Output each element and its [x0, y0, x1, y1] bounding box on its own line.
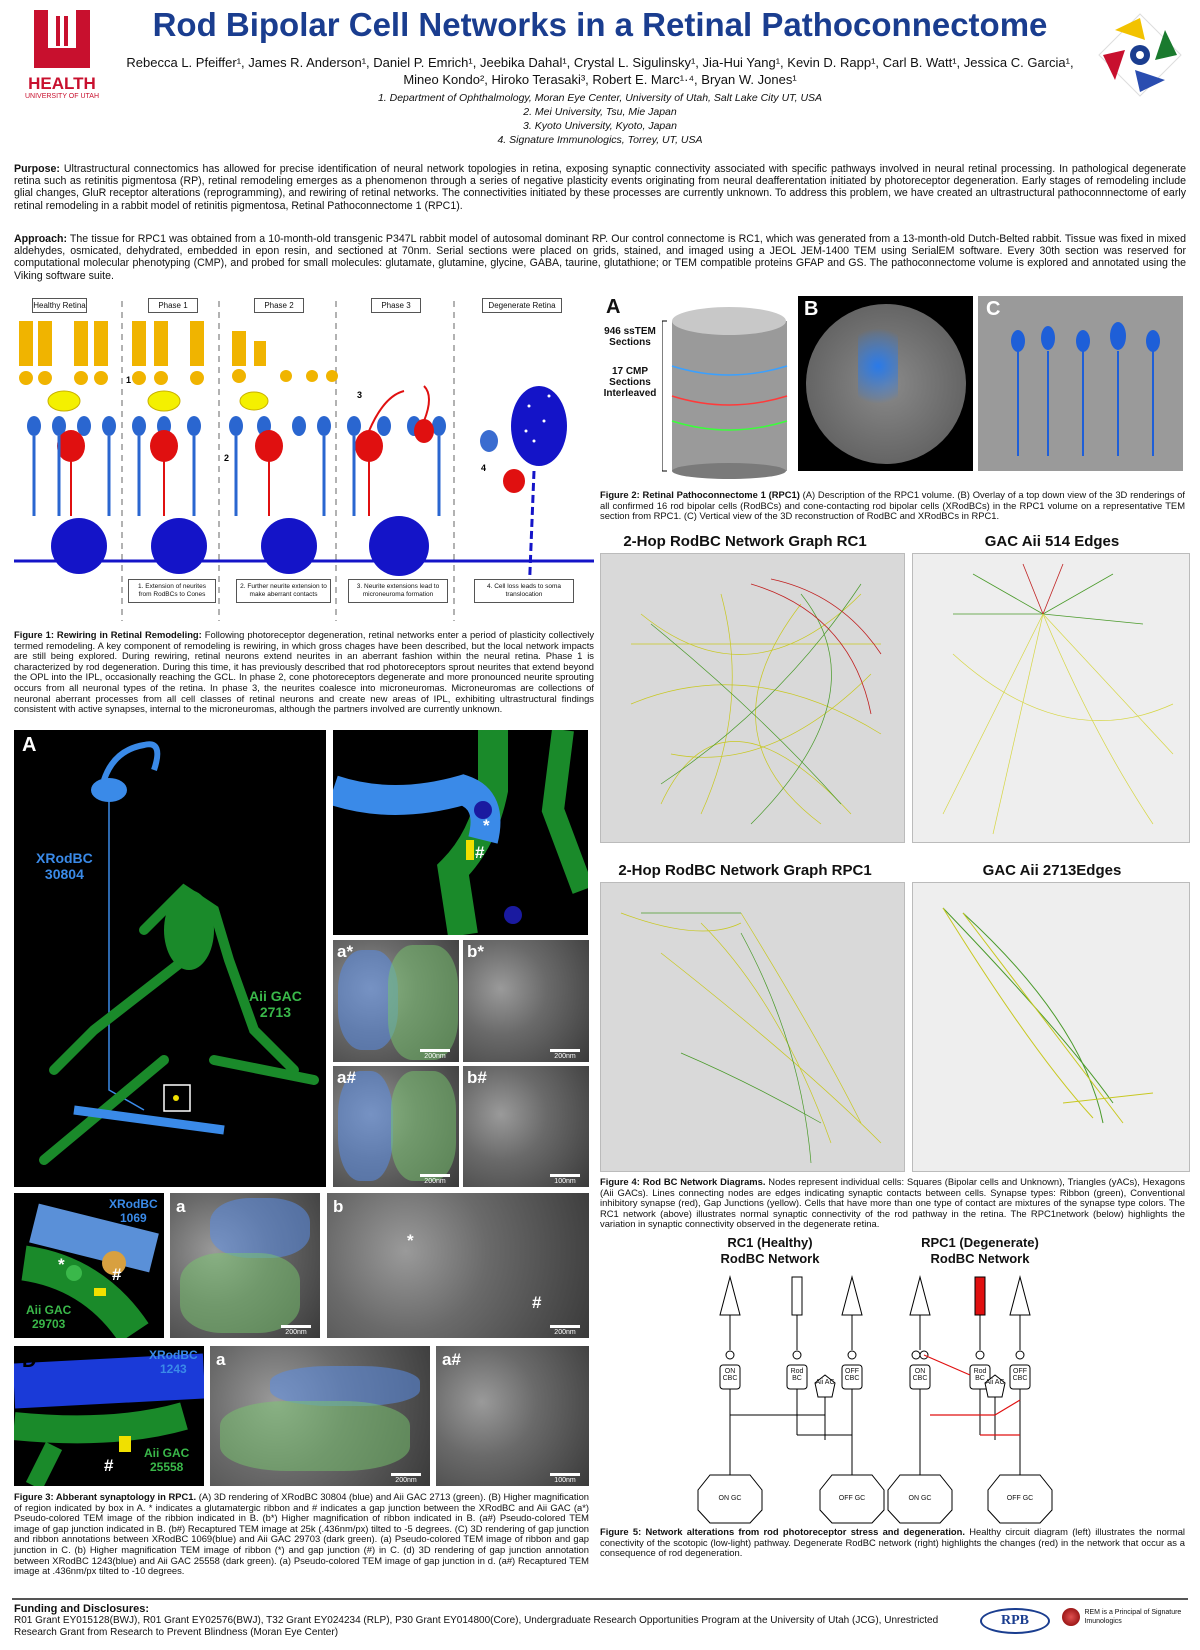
fig3-sub-d-a [210, 1346, 430, 1486]
fig5-degen-aii-ac: Aii AC [985, 1379, 1005, 1386]
phase-box-4: 4. Cell loss leads to soma translocation [474, 579, 574, 603]
fig3c-aii-label: Aii GAC 29703 [26, 1303, 72, 1331]
fig3c-xrod-label: XRodBC 1069 [109, 1197, 158, 1225]
fig3b-hash: # [475, 843, 485, 862]
signature-immunologics-logo [1062, 1608, 1192, 1638]
fig5-healthy-rod-bc: Rod BC [790, 1368, 804, 1382]
affiliation-3: 3. Kyoto University, Kyoto, Japan [523, 120, 677, 132]
fig5-healthy-off-gc: OFF GC [838, 1495, 866, 1502]
fig3-sub-a-star [333, 940, 459, 1062]
approach-label: Approach: [14, 233, 67, 245]
fig3c-sublabel-a: a [176, 1197, 186, 1216]
fig3-caption-text: (A) 3D rendering of XRodBC 30804 (blue) and Aii GAC 2713 (green). (B) Higher magnification of region indicated by box in A. * indicates a glutamatergic ribbon and # indicates a gap junction between the XRodBC and Aii GAC (a*) Pseudo-colored TEM image of the ribbion indicated in B. (b*) Higher magnification of ribbon indicated in B. (a#) Pseudo-colored TEM image of gap junction indicated in B. (b#) Recaptured TEM image at 25k (.436nm/px) tilted to -5 degrees. (C) 3D rendering of gap junction and ribbon annotations between XRodBC 1069(blue) and Aii GAC 29703 (dark green). (a) Pseudo-colored TEM image of ribbon and gap junction in C. (b) Higher magnification TEM image of ribbon (*) and gap junction (#) in C. (d) 3D rendering of gap junction annotation between XRodBC 1243(blue) and Aii GAC 25558 (dark green). (a) Pseudo-colored TEM image of gap junction in d. (a#) Recaptured TEM image at .436nm/px tilted to -10 degrees. [14, 1491, 590, 1577]
utah-logo [12, 8, 112, 98]
rpb-logo-text: RPB [1001, 1613, 1029, 1628]
scale-200nm: 200nm [386, 1473, 426, 1484]
graph-aii514 [912, 553, 1190, 843]
fig3d-xrod-label: XRodBC 1243 [149, 1348, 198, 1376]
fig2-text-cmp: 17 CMP Sections Interleaved [603, 366, 657, 399]
figure-1-caption [14, 630, 594, 715]
fig3-letter-b: B [341, 734, 356, 756]
fig3-sublabel-b-hash: b# [467, 1068, 487, 1087]
fig3c-sub-star: * [407, 1231, 414, 1250]
fig3-sub-c-a [170, 1193, 320, 1338]
funding-section [14, 1603, 944, 1639]
graph-rc1-network [600, 553, 905, 843]
fig4-caption-label: Figure 4: Rod BC Network Diagrams. [600, 1176, 766, 1187]
fig2-caption-label: Figure 2: Retinal Pathoconnectome 1 (RPC1) [600, 489, 800, 500]
affiliation-4: 4. Signature Immunologics, Torrey, UT, USA [497, 134, 703, 146]
fig5-healthy-on-cbc: ON CBC [722, 1368, 738, 1382]
rpb-logo [980, 1608, 1050, 1634]
fig2-panel-c [978, 296, 1183, 471]
marker-2: 2 [224, 453, 230, 463]
purpose-label: Purpose: [14, 163, 60, 175]
fig5-degen-on-cbc: ON CBC [912, 1368, 928, 1382]
rem-disclosure-text: REM is a Principal of Signature Imunologics [1084, 1609, 1182, 1625]
fig5-degen-rod-bc: Rod BC [973, 1368, 987, 1382]
purpose-section [14, 163, 1186, 212]
fig5-title-degenerate: RPC1 (Degenerate) RodBC Network [921, 1235, 1039, 1266]
fig3-sub-c-b [327, 1193, 589, 1338]
fig4-title-aii514: GAC Aii 514 Edges [984, 533, 1120, 550]
phase-tab-1: Phase 1 [148, 298, 198, 313]
affiliations [110, 91, 1090, 147]
scale-100nm: 100nm [545, 1473, 585, 1484]
scale-200nm: 200nm [415, 1049, 455, 1060]
funding-text: R01 Grant EY015128(BWJ), R01 Grant EY02576(BWJ), T32 Grant EY024234 (RLP), P30 Grant EY014800(Core), Undergraduate Research Opportunities Program at the University of Utah (JCG), Unrestricted Research Grant from Research to Prevent Blindness (Moran Eye Center) [14, 1615, 939, 1638]
fig5-healthy-aii-ac: Aii AC [815, 1379, 835, 1386]
fig4-title-aii2713: GAC Aii 2713Edges [982, 862, 1122, 879]
approach-section [14, 233, 1186, 282]
affiliation-2: 2. Mei University, Tsu, Mie Japan [523, 106, 677, 118]
fig3-sublabel-b-star: b* [467, 942, 484, 961]
scale-200nm: 200nm [545, 1325, 585, 1336]
fig4-title-rc1: 2-Hop RodBC Network Graph RC1 [623, 533, 867, 550]
scale-100nm: 100nm [545, 1174, 585, 1185]
fig3b-star: * [483, 816, 490, 835]
fig5-caption-text: Healthy circuit diagram (left) illustrates the normal conectivity of the scotopic (low-light) pathway. Degenerate RodBC network (right) highlights the changes (red) in the network that occur as a consequence of rod degeneration. [600, 1526, 1186, 1559]
figure-1-diagram [14, 296, 594, 626]
fig4-caption-text: Nodes represent individual cells: Squares (Bipolar cells and Unknown), Triangles (yACs), Hexagons (Aii GACs). Lines connecting nodes are edges indicating synaptic contacts between cells. Synapse types: Ribbon (green), Conventional inhibitory synapse (red), Gap Junctions (yellow). Cells that have more than one type of contact are mixtures of the synapse type colors. The RC1 network (above) illustrates normal synaptic connectivity of the rod pathway in the retina. The RPC1network (below) highlights the variation in synaptic connectivity observed in the degenerate retina. [600, 1176, 1185, 1230]
phase-tab-2: Phase 2 [254, 298, 304, 313]
utah-u-icon [12, 8, 112, 70]
phase-box-3: 3. Neurite extensions lead to microneuroma formation [348, 579, 448, 603]
marker-3: 3 [357, 390, 363, 400]
fig3d-sublabel-a-hash: a# [442, 1350, 461, 1369]
fig5-healthy-on-gc: ON GC [718, 1495, 742, 1502]
scale-200nm: 200nm [415, 1174, 455, 1185]
fig1-caption-text: Following photoreceptor degeneration, retinal networks enter a period of plasticity collectively termed remodeling. A key component of remodeling is rewiring, in which gross chages have been described, but the local network impacts are still being explored. During rewiring, retinal neurons extend neurites in an aberrant fashion within the neural retina. Phase 1 is characterized by rod degeneration. During this time, it has previously described that rod photoreceptors sprout neurites that extend beyond the OPL into the IPL, occasionally reaching the GCL. In phase 2, cone photoreceptors degenerate and more pronounced neurite sprouting occurs from all neuronal types of the retina. In phase 3, the neurites coalesce into microneuromas. Microneuromas are collections of neuronal aberrant processes from all cell classes of retinal neurons and create new areas of IPL, exhibiting ultrastructural findings consistent with active synapses, internal to the microneuromas, although the partners involved are currently unknown. [14, 629, 595, 715]
phase-tab-3: Phase 3 [371, 298, 421, 313]
figure-5-caption [600, 1527, 1185, 1559]
phase-box-2: 2. Further neurite extension to make aberrant contacts [236, 579, 331, 603]
fig3a-xrod-label: XRodBC 30804 [36, 850, 93, 882]
marker-1: 1 [126, 375, 132, 385]
scale-200nm: 200nm [545, 1049, 585, 1060]
fig5-title-healthy: RC1 (Healthy) RodBC Network [720, 1235, 820, 1266]
logo-university-text: UNIVERSITY OF UTAH [24, 93, 100, 100]
fig3c-sub-hash: # [532, 1293, 542, 1312]
fig2-letter-b: B [804, 298, 819, 320]
fig3-sub-b-star [463, 940, 589, 1062]
marker-4: 4 [481, 463, 487, 473]
fig3a-rendering [14, 730, 326, 1187]
approach-text: The tissue for RPC1 was obtained from a 10-month-old transgenic P347L rabbit model of autosomal dominant RP. Our control connectome is RC1, which was generated from a 13-month-old Dutch-Belted rabbit. Tissue was fixed in mixed aldehydes, osmicated, dehydrated, embedded in epon resin, and sectioned at 70nm. Serial sections were placed on grids, stained, and imaged using a JEOL JEM-1400 TEM using SerialEM software. Every 30th section was reserved for computational molecular phenotyping (CMP), and probed for small molecules: glutamate, glutamine, glycine, GABA, taurine, glutathione; or TEM compatible proteins GFAP and GS. The pathoconnectome volume is explored and annotated using the Viking software suite. [14, 233, 1186, 282]
purpose-text: Ultrastructural connectomics has allowed for precise identification of neural network topologies in retina, exposing synaptic connectivity associated with specific pathways involved in neural retinal processing. In pathological degenerate retina such as retinitis pigmentosa (RP), retinal remodeling emerges as a phenomenon through a series of negative plasticity events originating from neural deafferentation initiated by photoreceptor degeneration. Early stages of remodeling include glial changes, GluR receptor alterations (reprogramming), and rewiring of retinal networks. The connectivities initiated by these processes are currently unknown. To address this problem, we have created an ultrastructural pathoconnnectome of early retinal remodeling in a rabbit model of retinitis pigmentosa, Retinal Pathoconnectome 1 (RPC1). [14, 163, 1186, 212]
divider-line [12, 1598, 1188, 1600]
fig4-title-rpc1: 2-Hop RodBC Network Graph RPC1 [618, 862, 872, 879]
fig3-sublabel-a-star: a* [337, 942, 354, 961]
fig3-panel-d [14, 1346, 204, 1486]
fig3-panel-b [333, 730, 588, 935]
fig3d-sublabel-a: a [216, 1350, 226, 1369]
fig3-sublabel-a-hash: a# [337, 1068, 356, 1087]
fig3d-aii-label: Aii GAC 25558 [144, 1446, 190, 1474]
figure-5 [600, 1235, 1190, 1525]
rpc1-network-svg [601, 883, 906, 1173]
rodbc-reconstruction [978, 296, 1183, 471]
fig3d-hash: # [104, 1456, 114, 1475]
graph-rpc1-network [600, 882, 905, 1172]
moran-logo [1095, 10, 1185, 100]
fig5-healthy-off-cbc: OFF CBC [844, 1368, 860, 1382]
fig2-letter-a: A [606, 296, 621, 318]
fig3-sub-d-a-hash [436, 1346, 589, 1486]
fig3c-sublabel-b: b [333, 1197, 344, 1216]
figure-4-caption [600, 1177, 1185, 1230]
volume-cylinder-icon [662, 306, 792, 481]
phase-tab-degenerate: Degenerate Retina [482, 298, 562, 313]
fig5-caption-label: Figure 5: Network alterations from rod photoreceptor stress and degeneration. [600, 1526, 965, 1537]
logo-health-text: HEALTH [28, 74, 96, 93]
fig3-letter-c: C [22, 1197, 37, 1219]
fig3a-aii-label: Aii GAC 2713 [249, 988, 302, 1020]
rc1-network-svg [601, 554, 906, 844]
fig3-panel-c [14, 1193, 164, 1338]
fig3b-rendering [333, 730, 588, 935]
fig2-panel-b [798, 296, 973, 471]
fig3c-star: * [58, 1255, 65, 1274]
aii2713-network-svg [913, 883, 1191, 1173]
fig2-caption-text: (A) Description of the RPC1 volume. (B) Overlay of a top down view of the 3D renderings of all confirmed 16 rod bipolar cells (RodBCs) and cone-contacting rod bipolar cells (XRodBCs) in the RPC1 volume on a representative TEM section from RPC1. (C) Vertical view of the 3D reconstruction of RodBC and XRodBCs in RPC1. [600, 489, 1185, 522]
funding-label: Funding and Disclosures: [14, 1603, 150, 1615]
retinal-remodeling-illustration [14, 296, 594, 626]
signature-logo-icon [1062, 1608, 1080, 1626]
fig2-letter-c: C [986, 298, 1001, 320]
fig5-circuits [600, 1275, 1190, 1525]
figure-2-caption [600, 490, 1185, 522]
fig3-caption-label: Figure 3: Abberant synaptology in RPC1. [14, 1491, 197, 1502]
fig3-letter-d: D [22, 1350, 37, 1372]
authors-line-1: Rebecca L. Pfeiffer¹, James R. Anderson¹, Daniel P. Emrich¹, Jeebika Dahal¹, Crystal L. Sigulinsky¹, Jia-Hui Yang¹, Kevin D. Rapp¹, Carl B. Watt¹, Jessica C. Garcia¹, [126, 55, 1074, 70]
authors-line-2: Mineo Kondo², Hiroko Terasaki³, Robert E. Marc¹·⁴, Bryan W. Jones¹ [403, 72, 797, 87]
figure-3-caption [14, 1492, 589, 1577]
moran-eye-logo-icon [1095, 10, 1185, 100]
poster-title: Rod Bipolar Cell Networks in a Retinal Pathoconnectome [152, 6, 1048, 43]
figure-2 [600, 296, 1190, 486]
fig5-degen-off-cbc: OFF CBC [1012, 1368, 1028, 1382]
scale-200nm: 200nm [276, 1325, 316, 1336]
fig3-sub-a-hash [333, 1066, 459, 1187]
fig5-degen-on-gc: ON GC [908, 1495, 932, 1502]
graph-aii2713 [912, 882, 1190, 1172]
aii514-network-svg [913, 554, 1191, 844]
fig3-panel-a [14, 730, 326, 1187]
fig3-letter-a: A [22, 734, 37, 756]
fig3-sub-b-hash [463, 1066, 589, 1187]
phase-box-1: 1. Extension of neurites from RodBCs to Cones [128, 579, 216, 603]
fig2-text-sections: 946 ssTEM Sections [604, 326, 656, 348]
affiliation-1: 1. Department of Ophthalmology, Moran Eye Center, University of Utah, Salt Lake City UT, USA [377, 92, 823, 104]
phase-tab-healthy: Healthy Retina [32, 298, 87, 313]
fig3c-hash: # [112, 1265, 122, 1284]
fig1-caption-label: Figure 1: Rewiring in Retinal Remodeling: [14, 629, 202, 640]
fig5-degen-off-gc: OFF GC [1006, 1495, 1034, 1502]
